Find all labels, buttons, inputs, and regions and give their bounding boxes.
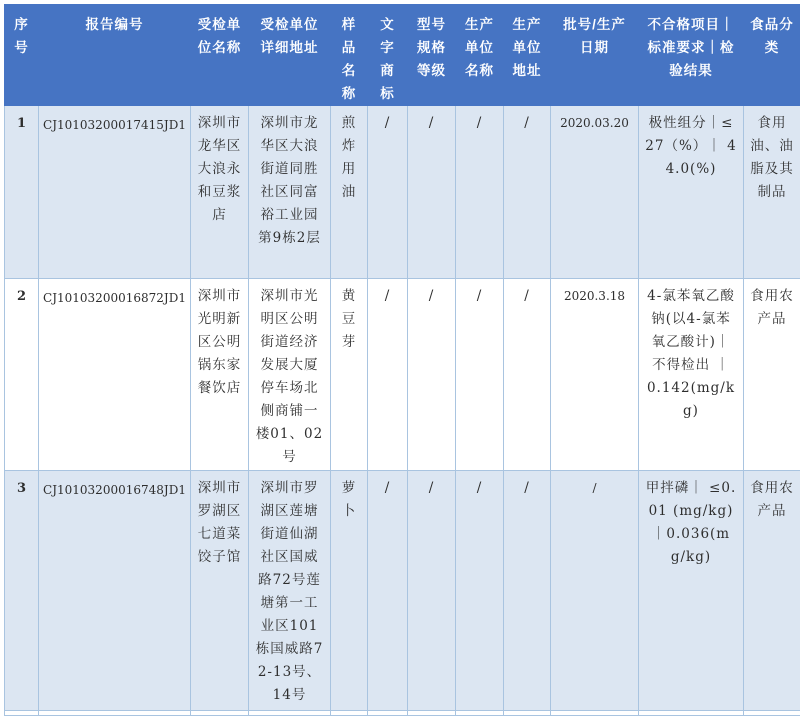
- col-header-unit-address: 受检单位详细地址: [249, 5, 331, 106]
- col-header-producer-name: 生产单位名称: [456, 5, 504, 106]
- col-header-trademark: 文字商标: [368, 5, 408, 106]
- cell-sample-name: 萝卜: [331, 471, 368, 711]
- cell-empty: [249, 711, 331, 716]
- cell-spec-grade: /: [408, 106, 456, 279]
- cell-empty: [331, 711, 368, 716]
- cell-defect-standard-result: 4-氯苯氧乙酸钠(以4-氯苯氧乙酸计)｜不得检出 ｜0.142(mg/kg): [639, 279, 744, 471]
- col-header-batch-date: 批号/生产日期: [551, 5, 639, 106]
- cell-producer-name: /: [456, 106, 504, 279]
- cell-food-category: 食用农产品: [744, 471, 800, 711]
- cell-unit-address: 深圳市龙华区大浪街道同胜社区同富裕工业园第9栋2层: [249, 106, 331, 279]
- cell-empty: [191, 711, 249, 716]
- cell-batch-date: 2020.3.18: [551, 279, 639, 471]
- cell-trademark: /: [368, 471, 408, 711]
- col-header-sample-name: 样品名称: [331, 5, 368, 106]
- table-row-partial: [5, 711, 800, 716]
- cell-unit-name: 深圳市龙华区大浪永和豆浆店: [191, 106, 249, 279]
- cell-serial: 2: [5, 279, 39, 471]
- cell-food-category: 食用油、油脂及其制品: [744, 106, 800, 279]
- table-row: [5, 106, 800, 279]
- cell-empty: [744, 711, 800, 716]
- cell-producer-address: /: [504, 471, 551, 711]
- cell-unit-address: 深圳市罗湖区莲塘街道仙湖社区国威路72号莲塘第一工业区101栋国威路72-13号、14号: [249, 471, 331, 711]
- cell-sample-name: 黄豆芽: [331, 279, 368, 471]
- cell-empty: [551, 711, 639, 716]
- cell-spec-grade: /: [408, 279, 456, 471]
- cell-report-no: CJ10103200016748JD1: [39, 471, 191, 711]
- cell-empty: [504, 711, 551, 716]
- cell-unit-name: 深圳市罗湖区七道菜饺子馆: [191, 471, 249, 711]
- col-header-serial: 序号: [5, 5, 39, 106]
- table-row: [5, 471, 800, 711]
- cell-defect-standard-result: 极性组分｜≤27（%）｜ 44.0(%): [639, 106, 744, 279]
- cell-sample-name: 煎炸用油: [331, 106, 368, 279]
- cell-defect-standard-result: 甲拌磷｜ ≤0.01 (mg/kg) ｜0.036(mg/kg): [639, 471, 744, 711]
- col-header-food-category: 食品分类: [744, 5, 800, 106]
- cell-serial: 1: [5, 106, 39, 279]
- table-header-row: [5, 5, 800, 106]
- cell-empty: [39, 711, 191, 716]
- col-header-producer-address: 生产单位地址: [504, 5, 551, 106]
- cell-report-no: CJ10103200017415JD1: [39, 106, 191, 279]
- cell-producer-address: /: [504, 279, 551, 471]
- col-header-spec-grade: 型号规格等级: [408, 5, 456, 106]
- col-header-unit-name: 受检单位名称: [191, 5, 249, 106]
- col-header-defect-standard-result: 不合格项目｜标准要求｜检验结果: [639, 5, 744, 106]
- table-row: [5, 279, 800, 471]
- cell-report-no: CJ10103200016872JD1: [39, 279, 191, 471]
- cell-empty: [456, 711, 504, 716]
- cell-empty: [368, 711, 408, 716]
- cell-empty: [5, 711, 39, 716]
- cell-trademark: /: [368, 279, 408, 471]
- cell-food-category: 食用农产品: [744, 279, 800, 471]
- cell-producer-name: /: [456, 279, 504, 471]
- cell-batch-date: 2020.03.20: [551, 106, 639, 279]
- cell-producer-name: /: [456, 471, 504, 711]
- cell-serial: 3: [5, 471, 39, 711]
- cell-empty: [639, 711, 744, 716]
- cell-unit-name: 深圳市光明新区公明锅东家餐饮店: [191, 279, 249, 471]
- cell-spec-grade: /: [408, 471, 456, 711]
- inspection-results-table: [4, 4, 800, 716]
- cell-trademark: /: [368, 106, 408, 279]
- cell-producer-address: /: [504, 106, 551, 279]
- col-header-report-no: 报告编号: [39, 5, 191, 106]
- cell-empty: [408, 711, 456, 716]
- cell-batch-date: /: [551, 471, 639, 711]
- cell-unit-address: 深圳市光明区公明街道经济发展大厦停车场北侧商铺一楼01、02号: [249, 279, 331, 471]
